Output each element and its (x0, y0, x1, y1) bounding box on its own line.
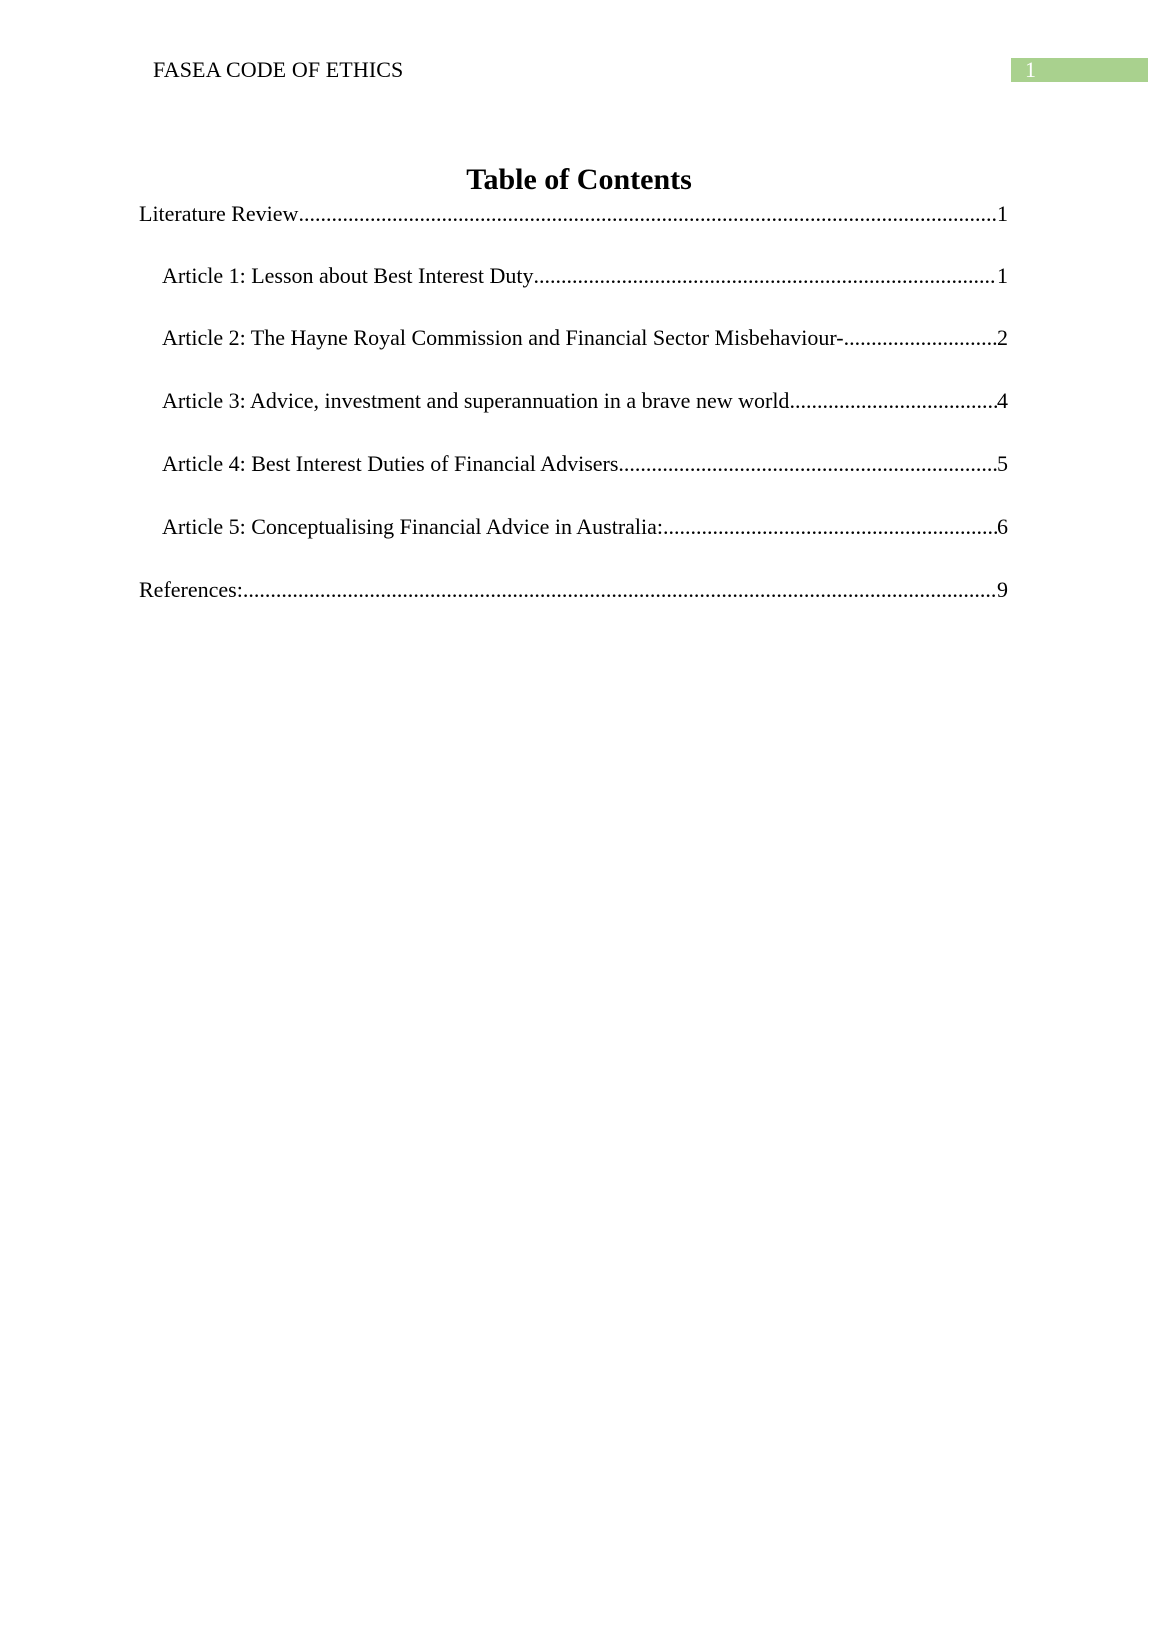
toc-entry-label: Article 3: Advice, investment and superannuation in a brave new world (162, 388, 790, 413)
toc-entry-article-1[interactable] (162, 261, 1008, 291)
toc-entry-page: 1 (997, 201, 1008, 226)
toc-entry-page: 2 (997, 325, 1008, 350)
toc-entry-page: 6 (997, 514, 1008, 539)
toc-entry-page: 1 (997, 263, 1008, 288)
toc-dot-leader (844, 323, 997, 353)
toc-entry-references[interactable] (139, 575, 1008, 605)
toc-dot-leader (789, 386, 997, 416)
toc-entry-article-4[interactable] (162, 449, 1008, 479)
toc-dot-leader (618, 449, 997, 479)
toc-entry-literature-review[interactable] (139, 199, 1008, 229)
toc-entry-article-2[interactable] (162, 323, 1008, 353)
toc-dot-leader (663, 512, 997, 542)
toc-entry-label: Article 1: Lesson about Best Interest Duty (162, 263, 534, 288)
toc-entry-page: 4 (997, 388, 1008, 413)
running-head: FASEA CODE OF ETHICS (153, 57, 404, 82)
toc-entry-page: 9 (997, 577, 1008, 602)
toc-entry-page: 5 (997, 451, 1008, 476)
toc-dot-leader (243, 575, 997, 605)
page-number-badge (1011, 58, 1148, 82)
toc-dot-leader (298, 199, 997, 229)
toc-entry-label: Article 4: Best Interest Duties of Financial Advisers (162, 451, 619, 476)
page-number: 1 (1025, 57, 1036, 82)
toc-entry-label: References: (139, 577, 243, 602)
toc-title: Table of Contents (466, 163, 692, 196)
toc-entry-label: Literature Review (139, 201, 299, 226)
toc-dot-leader (533, 261, 997, 291)
toc-entry-article-3[interactable] (162, 386, 1008, 416)
toc-entry-article-5[interactable] (162, 512, 1008, 542)
toc-entry-label: Article 2: The Hayne Royal Commission and Financial Sector Misbehaviour- (162, 325, 844, 350)
toc-entry-label: Article 5: Conceptualising Financial Advice in Australia: (162, 514, 664, 539)
